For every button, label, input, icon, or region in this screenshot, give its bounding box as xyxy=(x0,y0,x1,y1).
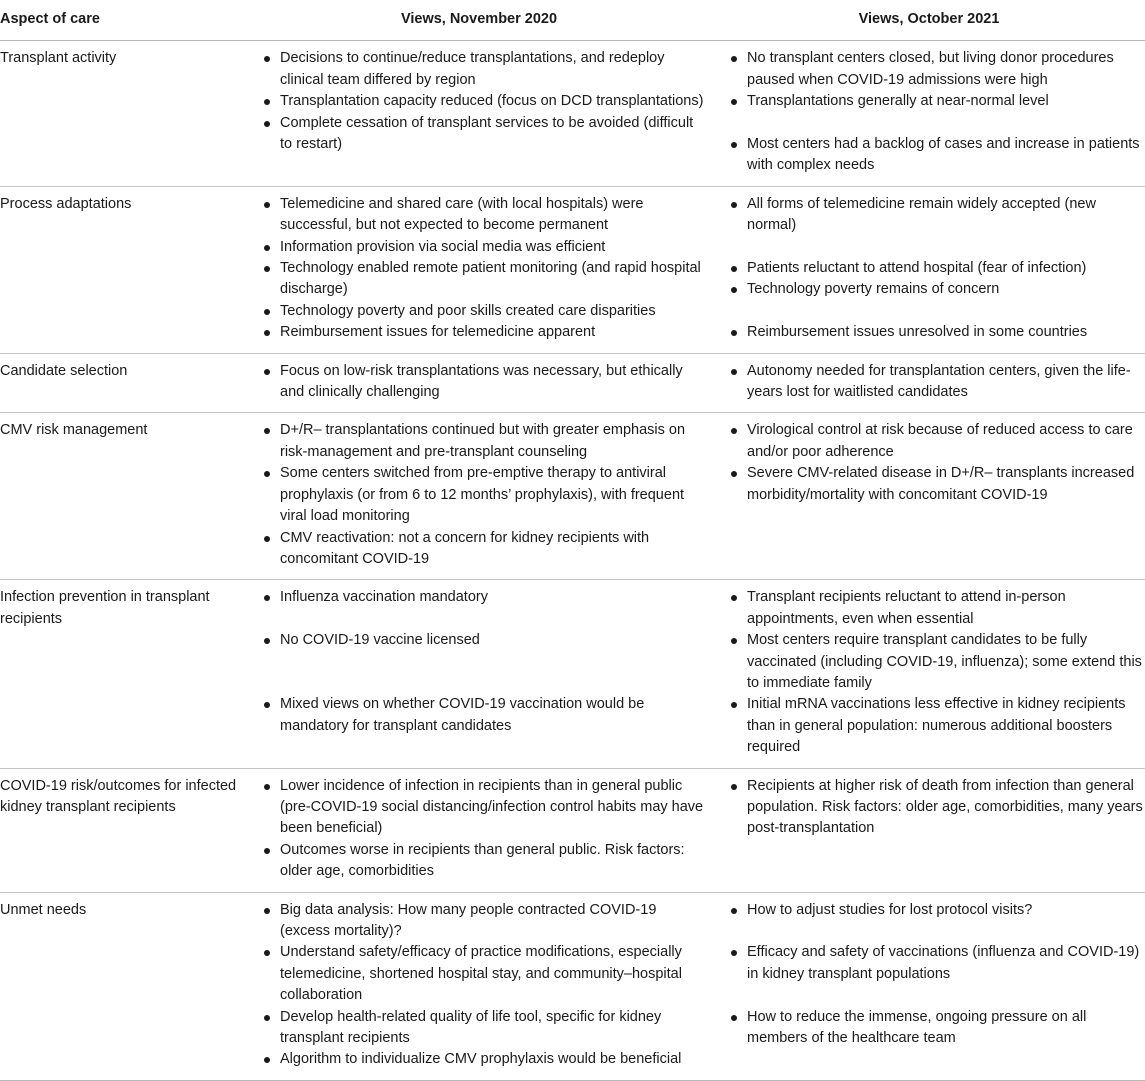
list-item: Efficacy and safety of vaccinations (influenza and COVID-19) in kidney transplant populations xyxy=(728,942,1145,985)
header-nov2020: Views, November 2020 xyxy=(245,0,713,41)
aspect-cell: Transplant activity xyxy=(0,41,245,186)
table-row xyxy=(0,892,1145,1080)
list-item: Algorithm to individualize CMV prophylaxis would be beneficial xyxy=(261,1049,709,1070)
aspect-cell: Candidate selection xyxy=(0,353,245,413)
list-item: Technology poverty and poor skills created care disparities xyxy=(261,301,709,322)
list-item: Influenza vaccination mandatory xyxy=(261,587,709,608)
nov2020-cell xyxy=(245,580,713,768)
oct2021-cell xyxy=(713,580,1145,768)
list-item: Transplantation capacity reduced (focus on DCD transplantations) xyxy=(261,91,709,112)
nov2020-cell xyxy=(245,186,713,353)
list-item: Develop health-related quality of life tool, specific for kidney transplant recipients xyxy=(261,1007,709,1050)
header-row xyxy=(0,0,1145,41)
nov2020-cell xyxy=(245,353,713,413)
table-row xyxy=(0,353,1145,413)
list-item: All forms of telemedicine remain widely accepted (new normal) xyxy=(728,194,1145,237)
list-item: Autonomy needed for transplantation centers, given the life-years lost for waitlisted candidates xyxy=(728,361,1145,404)
list-item: Outcomes worse in recipients than general public. Risk factors: older age, comorbidities xyxy=(261,840,709,883)
nov2020-cell xyxy=(245,413,713,580)
list-item: How to reduce the immense, ongoing pressure on all members of the healthcare team xyxy=(728,1007,1145,1050)
table-row xyxy=(0,413,1145,580)
list-item: Most centers had a backlog of cases and increase in patients with complex needs xyxy=(728,134,1145,177)
aspect-cell: Infection prevention in transplant recipients xyxy=(0,580,245,768)
list-item: Lower incidence of infection in recipients than in general public (pre-COVID-19 social distancing/infection control habits may have been beneficial) xyxy=(261,776,709,840)
list-item: Information provision via social media was efficient xyxy=(261,237,709,258)
oct2021-cell xyxy=(713,186,1145,353)
list-item: Focus on low-risk transplantations was necessary, but ethically and clinically challenging xyxy=(261,361,709,404)
list-item: CMV reactivation: not a concern for kidney recipients with concomitant COVID-19 xyxy=(261,528,709,571)
list-item: Some centers switched from pre-emptive therapy to antiviral prophylaxis (or from 6 to 12 months’ prophylaxis), with frequent viral load monitoring xyxy=(261,463,709,527)
oct2021-cell xyxy=(713,41,1145,186)
list-item: How to adjust studies for lost protocol visits? xyxy=(728,900,1145,921)
list-item: Transplant recipients reluctant to attend in-person appointments, even when essential xyxy=(728,587,1145,630)
aspect-cell: Process adaptations xyxy=(0,186,245,353)
list-item: Reimbursement issues for telemedicine apparent xyxy=(261,322,709,343)
oct2021-cell xyxy=(713,353,1145,413)
aspect-cell: Unmet needs xyxy=(0,892,245,1080)
list-item: Technology poverty remains of concern xyxy=(728,279,1145,300)
list-item: Patients reluctant to attend hospital (fear of infection) xyxy=(728,258,1145,279)
list-item: Big data analysis: How many people contracted COVID-19 (excess mortality)? xyxy=(261,900,709,943)
table-row xyxy=(0,186,1145,353)
header-oct2021: Views, October 2021 xyxy=(713,0,1145,41)
nov2020-cell xyxy=(245,892,713,1080)
header-aspect: Aspect of care xyxy=(0,0,245,41)
list-item: No transplant centers closed, but living donor procedures paused when COVID-19 admissions were high xyxy=(728,48,1145,91)
list-item: Decisions to continue/reduce transplantations, and redeploy clinical team differed by region xyxy=(261,48,709,91)
aspect-cell: COVID-19 risk/outcomes for infected kidney transplant recipients xyxy=(0,768,245,892)
list-item: Virological control at risk because of reduced access to care and/or poor adherence xyxy=(728,420,1145,463)
nov2020-cell xyxy=(245,768,713,892)
list-item: Understand safety/efficacy of practice modifications, especially telemedicine, shortened hospital stay, and community–hospital collaboration xyxy=(261,942,709,1006)
list-item: Initial mRNA vaccinations less effective in kidney recipients than in general population: numerous additional boosters required xyxy=(728,694,1145,758)
aspect-cell: CMV risk management xyxy=(0,413,245,580)
oct2021-cell xyxy=(713,413,1145,580)
list-item: Technology enabled remote patient monitoring (and rapid hospital discharge) xyxy=(261,258,709,301)
list-item: Recipients at higher risk of death from infection than general population. Risk factors: older age, comorbidities, many years post-transplantation xyxy=(728,776,1145,840)
list-item: Most centers require transplant candidates to be fully vaccinated (including COVID-19, influenza); some extend this to immediate family xyxy=(728,630,1145,694)
list-item: D+/R– transplantations continued but with greater emphasis on risk-management and pre-transplant counseling xyxy=(261,420,709,463)
list-item: No COVID-19 vaccine licensed xyxy=(261,630,709,651)
list-item: Complete cessation of transplant services to be avoided (difficult to restart) xyxy=(261,113,709,156)
list-item: Mixed views on whether COVID-19 vaccination would be mandatory for transplant candidates xyxy=(261,694,709,737)
list-item: Transplantations generally at near-normal level xyxy=(728,91,1145,112)
list-item: Reimbursement issues unresolved in some countries xyxy=(728,322,1145,343)
oct2021-cell xyxy=(713,892,1145,1080)
table-row xyxy=(0,41,1145,186)
oct2021-cell xyxy=(713,768,1145,892)
table-row xyxy=(0,768,1145,892)
list-item: Telemedicine and shared care (with local hospitals) were successful, but not expected to become permanent xyxy=(261,194,709,237)
list-item: Severe CMV-related disease in D+/R– transplants increased morbidity/mortality with concomitant COVID-19 xyxy=(728,463,1145,506)
nov2020-cell xyxy=(245,41,713,186)
table-row xyxy=(0,580,1145,768)
